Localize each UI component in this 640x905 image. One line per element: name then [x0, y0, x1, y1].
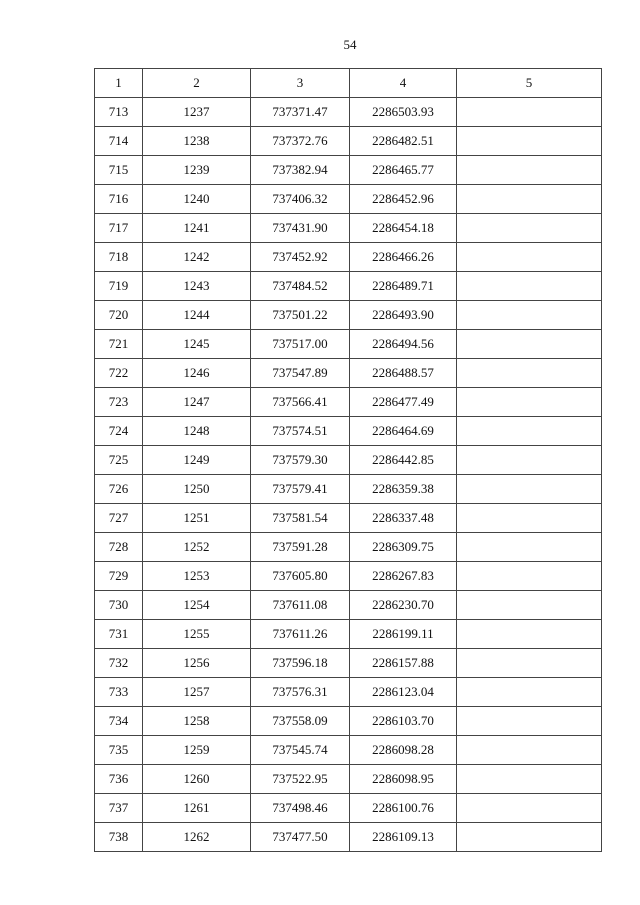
y-coordinate-cell: 2286466.26: [350, 243, 457, 272]
y-coordinate-cell: 2286452.96: [350, 185, 457, 214]
row-number-cell: 732: [95, 649, 143, 678]
row-number-cell: 735: [95, 736, 143, 765]
table-row: [95, 98, 602, 127]
point-number-cell: 1248: [143, 417, 251, 446]
row-number-cell: 729: [95, 562, 143, 591]
x-coordinate-cell: 737558.09: [251, 707, 350, 736]
page-number: 54: [343, 37, 357, 52]
y-coordinate-cell: 2286098.28: [350, 736, 457, 765]
x-coordinate-cell: 737581.54: [251, 504, 350, 533]
table-row: [95, 504, 602, 533]
x-coordinate-cell: 737477.50: [251, 823, 350, 852]
y-coordinate-cell: 2286199.11: [350, 620, 457, 649]
note-cell: [457, 127, 602, 156]
table-row: [95, 591, 602, 620]
point-number-cell: 1260: [143, 765, 251, 794]
point-number-cell: 1252: [143, 533, 251, 562]
row-number-cell: 730: [95, 591, 143, 620]
y-coordinate-cell: 2286465.77: [350, 156, 457, 185]
y-coordinate-cell: 2286442.85: [350, 446, 457, 475]
point-number-cell: 1257: [143, 678, 251, 707]
row-number-cell: 714: [95, 127, 143, 156]
point-number-cell: 1242: [143, 243, 251, 272]
column-header-5: 5: [457, 69, 602, 98]
y-coordinate-cell: 2286489.71: [350, 272, 457, 301]
note-cell: [457, 823, 602, 852]
note-cell: [457, 98, 602, 127]
table-row: [95, 678, 602, 707]
point-number-cell: 1250: [143, 475, 251, 504]
point-number-cell: 1259: [143, 736, 251, 765]
note-cell: [457, 620, 602, 649]
x-coordinate-cell: 737576.31: [251, 678, 350, 707]
row-number-cell: 719: [95, 272, 143, 301]
note-cell: [457, 156, 602, 185]
note-cell: [457, 562, 602, 591]
row-number-cell: 713: [95, 98, 143, 127]
y-coordinate-cell: 2286123.04: [350, 678, 457, 707]
y-coordinate-cell: 2286482.51: [350, 127, 457, 156]
point-number-cell: 1256: [143, 649, 251, 678]
note-cell: [457, 533, 602, 562]
row-number-cell: 736: [95, 765, 143, 794]
y-coordinate-cell: 2286157.88: [350, 649, 457, 678]
point-number-cell: 1254: [143, 591, 251, 620]
table-body: [95, 98, 602, 852]
table-row: [95, 707, 602, 736]
row-number-cell: 724: [95, 417, 143, 446]
row-number-cell: 728: [95, 533, 143, 562]
table-row: [95, 765, 602, 794]
x-coordinate-cell: 737611.26: [251, 620, 350, 649]
table-row: [95, 620, 602, 649]
note-cell: [457, 736, 602, 765]
table-row: [95, 823, 602, 852]
table-row: [95, 417, 602, 446]
point-number-cell: 1237: [143, 98, 251, 127]
x-coordinate-cell: 737605.80: [251, 562, 350, 591]
y-coordinate-cell: 2286337.48: [350, 504, 457, 533]
row-number-cell: 733: [95, 678, 143, 707]
row-number-cell: 726: [95, 475, 143, 504]
note-cell: [457, 214, 602, 243]
point-number-cell: 1238: [143, 127, 251, 156]
table-row: [95, 156, 602, 185]
row-number-cell: 725: [95, 446, 143, 475]
row-number-cell: 722: [95, 359, 143, 388]
point-number-cell: 1247: [143, 388, 251, 417]
column-header-3: 3: [251, 69, 350, 98]
table-row: [95, 127, 602, 156]
x-coordinate-cell: 737372.76: [251, 127, 350, 156]
x-coordinate-cell: 737382.94: [251, 156, 350, 185]
x-coordinate-cell: 737517.00: [251, 330, 350, 359]
row-number-cell: 727: [95, 504, 143, 533]
x-coordinate-cell: 737579.41: [251, 475, 350, 504]
y-coordinate-cell: 2286359.38: [350, 475, 457, 504]
y-coordinate-cell: 2286103.70: [350, 707, 457, 736]
y-coordinate-cell: 2286267.83: [350, 562, 457, 591]
row-number-cell: 716: [95, 185, 143, 214]
table-row: [95, 330, 602, 359]
table-row: [95, 649, 602, 678]
point-number-cell: 1240: [143, 185, 251, 214]
table-row: [95, 736, 602, 765]
point-number-cell: 1255: [143, 620, 251, 649]
y-coordinate-cell: 2286109.13: [350, 823, 457, 852]
note-cell: [457, 504, 602, 533]
note-cell: [457, 475, 602, 504]
point-number-cell: 1239: [143, 156, 251, 185]
y-coordinate-cell: 2286488.57: [350, 359, 457, 388]
table-row: [95, 388, 602, 417]
x-coordinate-cell: 737579.30: [251, 446, 350, 475]
point-number-cell: 1244: [143, 301, 251, 330]
column-header-2: 2: [143, 69, 251, 98]
point-number-cell: 1261: [143, 794, 251, 823]
note-cell: [457, 649, 602, 678]
table-row: [95, 185, 602, 214]
table-row: [95, 272, 602, 301]
row-number-cell: 720: [95, 301, 143, 330]
y-coordinate-cell: 2286098.95: [350, 765, 457, 794]
row-number-cell: 737: [95, 794, 143, 823]
table-row: [95, 562, 602, 591]
column-header-4: 4: [350, 69, 457, 98]
row-number-cell: 723: [95, 388, 143, 417]
note-cell: [457, 388, 602, 417]
note-cell: [457, 765, 602, 794]
row-number-cell: 718: [95, 243, 143, 272]
y-coordinate-cell: 2286454.18: [350, 214, 457, 243]
table-row: [95, 475, 602, 504]
note-cell: [457, 794, 602, 823]
point-number-cell: 1241: [143, 214, 251, 243]
y-coordinate-cell: 2286464.69: [350, 417, 457, 446]
table-row: [95, 794, 602, 823]
row-number-cell: 731: [95, 620, 143, 649]
row-number-cell: 738: [95, 823, 143, 852]
y-coordinate-cell: 2286493.90: [350, 301, 457, 330]
point-number-cell: 1249: [143, 446, 251, 475]
note-cell: [457, 678, 602, 707]
table-header-row: [95, 69, 602, 98]
x-coordinate-cell: 737484.52: [251, 272, 350, 301]
x-coordinate-cell: 737431.90: [251, 214, 350, 243]
x-coordinate-cell: 737501.22: [251, 301, 350, 330]
y-coordinate-cell: 2286494.56: [350, 330, 457, 359]
point-number-cell: 1262: [143, 823, 251, 852]
coordinates-table: [94, 68, 602, 852]
note-cell: [457, 330, 602, 359]
x-coordinate-cell: 737545.74: [251, 736, 350, 765]
y-coordinate-cell: 2286477.49: [350, 388, 457, 417]
x-coordinate-cell: 737574.51: [251, 417, 350, 446]
point-number-cell: 1245: [143, 330, 251, 359]
row-number-cell: 715: [95, 156, 143, 185]
point-number-cell: 1253: [143, 562, 251, 591]
note-cell: [457, 185, 602, 214]
x-coordinate-cell: 737498.46: [251, 794, 350, 823]
table-row: [95, 446, 602, 475]
y-coordinate-cell: 2286309.75: [350, 533, 457, 562]
table-row: [95, 533, 602, 562]
x-coordinate-cell: 737371.47: [251, 98, 350, 127]
row-number-cell: 734: [95, 707, 143, 736]
note-cell: [457, 243, 602, 272]
x-coordinate-cell: 737547.89: [251, 359, 350, 388]
table-row: [95, 243, 602, 272]
table-row: [95, 359, 602, 388]
note-cell: [457, 301, 602, 330]
note-cell: [457, 446, 602, 475]
note-cell: [457, 707, 602, 736]
point-number-cell: 1251: [143, 504, 251, 533]
x-coordinate-cell: 737591.28: [251, 533, 350, 562]
row-number-cell: 721: [95, 330, 143, 359]
x-coordinate-cell: 737406.32: [251, 185, 350, 214]
y-coordinate-cell: 2286230.70: [350, 591, 457, 620]
row-number-cell: 717: [95, 214, 143, 243]
x-coordinate-cell: 737596.18: [251, 649, 350, 678]
y-coordinate-cell: 2286100.76: [350, 794, 457, 823]
x-coordinate-cell: 737522.95: [251, 765, 350, 794]
y-coordinate-cell: 2286503.93: [350, 98, 457, 127]
note-cell: [457, 359, 602, 388]
column-header-1: 1: [95, 69, 143, 98]
x-coordinate-cell: 737566.41: [251, 388, 350, 417]
table-row: [95, 214, 602, 243]
x-coordinate-cell: 737452.92: [251, 243, 350, 272]
point-number-cell: 1246: [143, 359, 251, 388]
point-number-cell: 1258: [143, 707, 251, 736]
x-coordinate-cell: 737611.08: [251, 591, 350, 620]
point-number-cell: 1243: [143, 272, 251, 301]
note-cell: [457, 591, 602, 620]
note-cell: [457, 417, 602, 446]
table-row: [95, 301, 602, 330]
note-cell: [457, 272, 602, 301]
